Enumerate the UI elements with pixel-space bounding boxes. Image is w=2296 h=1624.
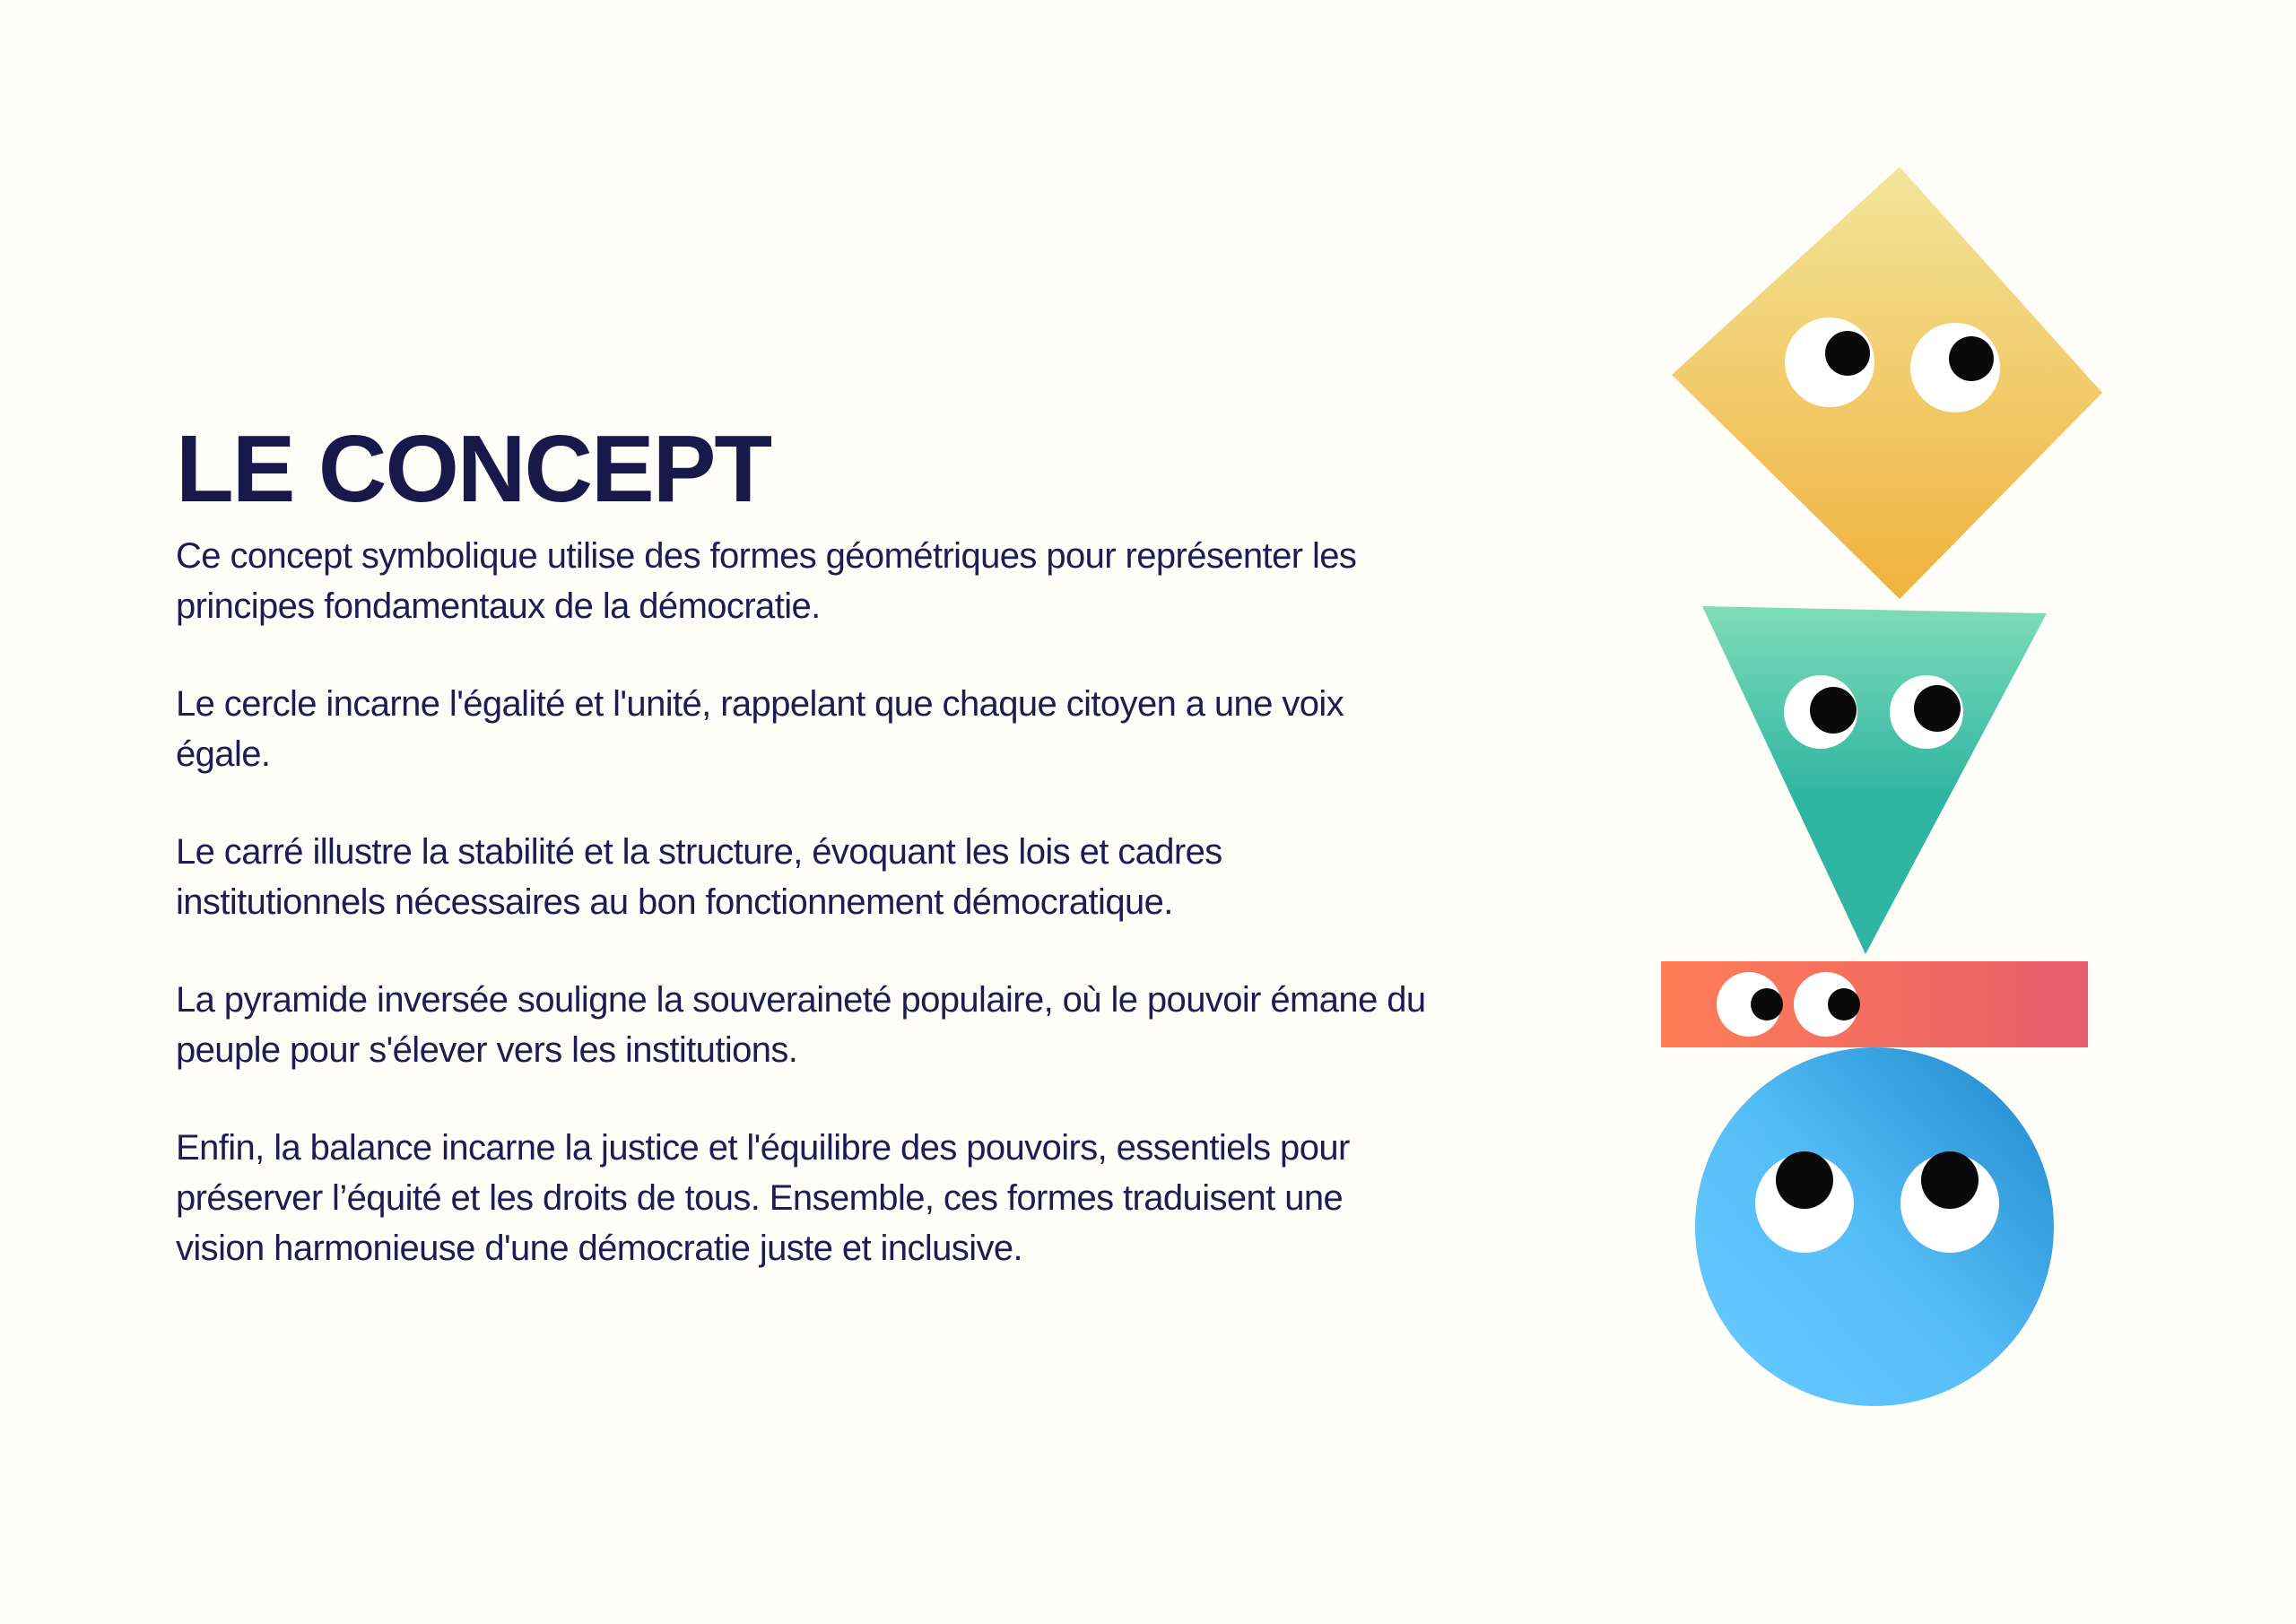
paragraph-intro: Ce concept symbolique utilise des formes géométriques pour représenter les principes fondamentaux de la démocratie. bbox=[176, 536, 1357, 626]
page-title: LE CONCEPT bbox=[176, 416, 771, 522]
rectangle-character-icon bbox=[1661, 961, 2088, 1047]
paragraph-pyramid: La pyramide inversée souligne la souveraineté populaire, où le pouvoir émane du peuple pour s'élever vers les institutions. bbox=[176, 980, 1426, 1070]
circle-character-icon bbox=[1695, 1047, 2054, 1406]
triangle-character-icon bbox=[1702, 606, 2047, 954]
paragraph-square: Le carré illustre la stabilité et la structure, évoquant les lois et cadres institutionnels nécessaires au bon fonctionnement démocratique. bbox=[176, 832, 1222, 922]
diamond-character-icon bbox=[1672, 167, 2102, 599]
paragraph-circle: Le cercle incarne l'égalité et l'unité, rappelant que chaque citoyen a une voix égale. bbox=[176, 684, 1344, 774]
paragraph-balance: Enfin, la balance incarne la justice et l'équilibre des pouvoirs, essentiels pour préserver l’équité et les droits de tous. Ensemble, ces formes traduisent une vision harmonieuse d'une démocratie juste et inclusive. bbox=[176, 1128, 1350, 1268]
